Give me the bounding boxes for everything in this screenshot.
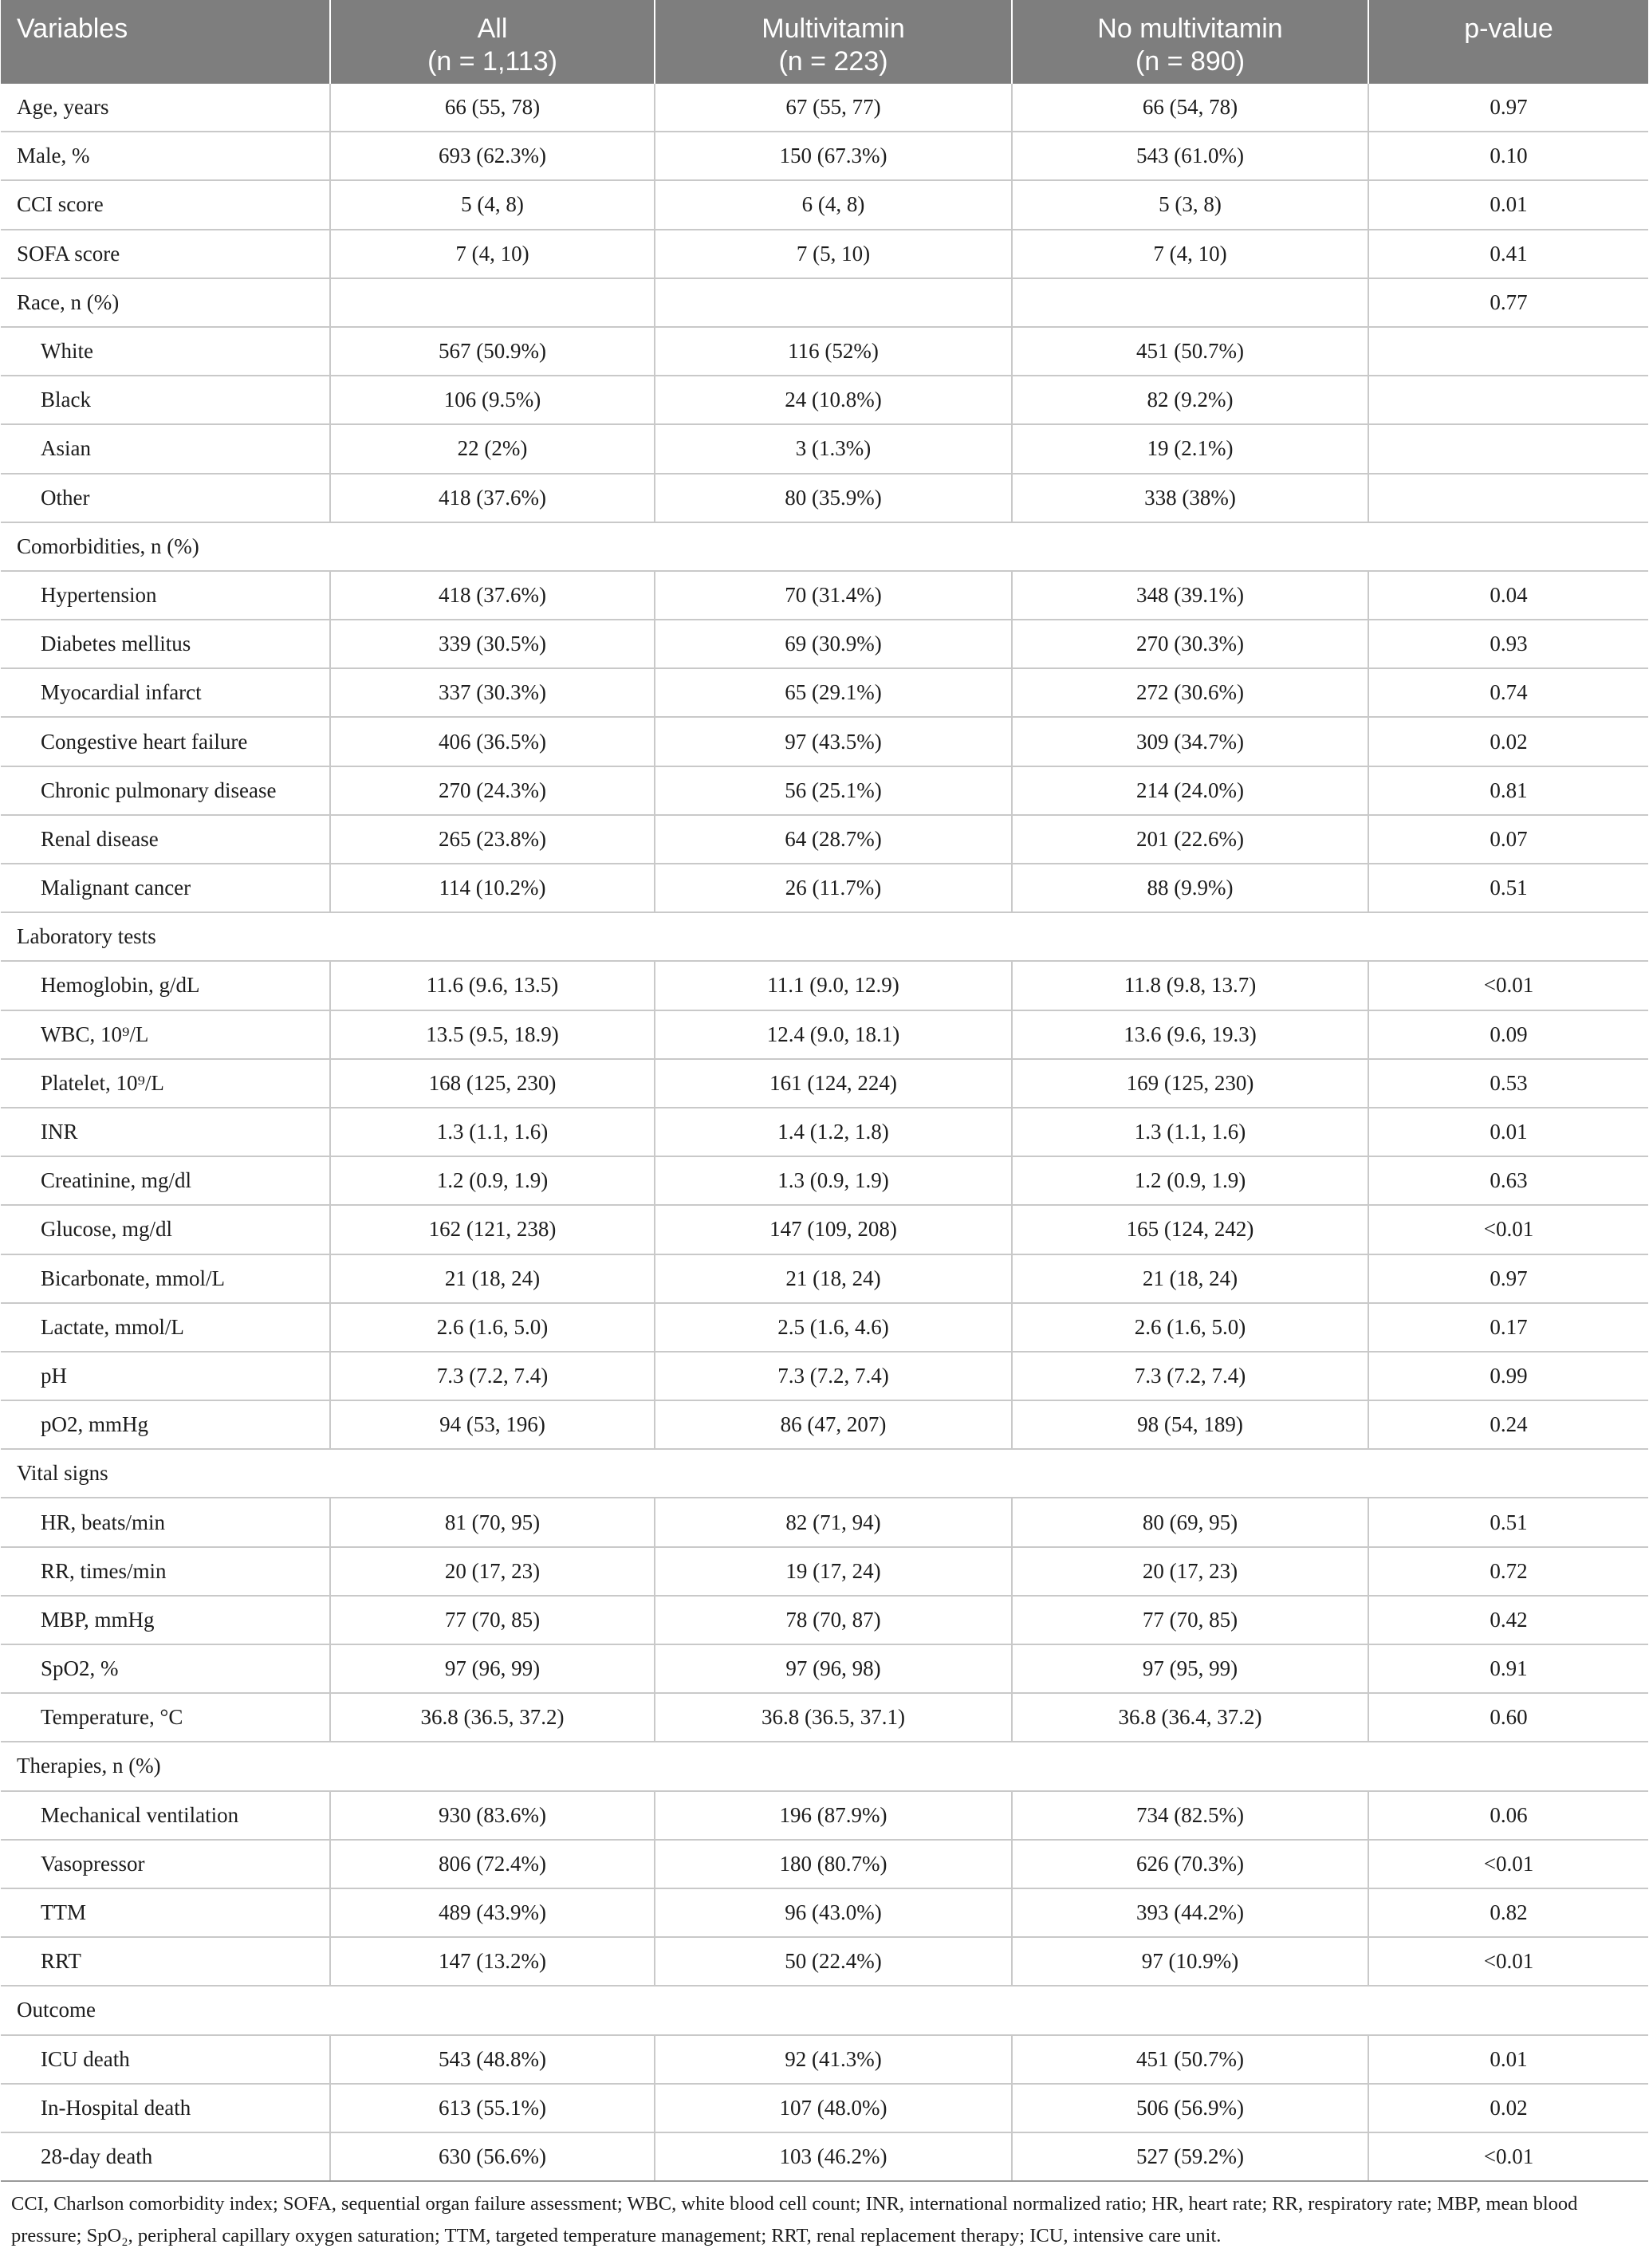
cell-all: 2.6 (1.6, 5.0) <box>330 1303 655 1352</box>
table-row <box>1 1840 1648 1888</box>
cell-p-value: 0.01 <box>1368 2035 1648 2084</box>
cell-p-value: 0.91 <box>1368 1644 1648 1693</box>
cell-multivitamin: 147 (109, 208) <box>655 1205 1012 1254</box>
row-label: TTM <box>1 1888 330 1937</box>
cell-p-value: 0.53 <box>1368 1059 1648 1108</box>
row-label: Age, years <box>1 84 330 132</box>
cell-all: 81 (70, 95) <box>330 1498 655 1546</box>
cell-all <box>330 278 655 327</box>
cell-all: 265 (23.8%) <box>330 815 655 864</box>
cell-p-value: 0.09 <box>1368 1010 1648 1059</box>
table-row <box>1 278 1648 327</box>
row-label: Temperature, °C <box>1 1693 330 1742</box>
header-no-multivitamin <box>1012 0 1368 84</box>
row-label: Hypertension <box>1 571 330 620</box>
table-row <box>1 1693 1648 1742</box>
table-row <box>1 620 1648 668</box>
cell-no-multivitamin: 506 (56.9%) <box>1012 2084 1368 2132</box>
table-row <box>1 1303 1648 1352</box>
cell-no-multivitamin: 169 (125, 230) <box>1012 1059 1368 1108</box>
cell-no-multivitamin: 36.8 (36.4, 37.2) <box>1012 1693 1368 1742</box>
cell-no-multivitamin: 20 (17, 23) <box>1012 1547 1368 1596</box>
cell-multivitamin: 103 (46.2%) <box>655 2132 1012 2181</box>
row-label: RRT <box>1 1937 330 1986</box>
cell-no-multivitamin: 165 (124, 242) <box>1012 1205 1368 1254</box>
cell-multivitamin: 196 (87.9%) <box>655 1791 1012 1840</box>
row-label: CCI score <box>1 180 330 229</box>
cell-no-multivitamin: 393 (44.2%) <box>1012 1888 1368 1937</box>
cell-multivitamin: 1.3 (0.9, 1.9) <box>655 1156 1012 1205</box>
table-row <box>1 2035 1648 2084</box>
cell-no-multivitamin: 214 (24.0%) <box>1012 766 1368 815</box>
cell-multivitamin: 97 (43.5%) <box>655 717 1012 766</box>
cell-multivitamin: 107 (48.0%) <box>655 2084 1012 2132</box>
cell-no-multivitamin: 626 (70.3%) <box>1012 1840 1368 1888</box>
cell-multivitamin: 69 (30.9%) <box>655 620 1012 668</box>
row-label: In-Hospital death <box>1 2084 330 2132</box>
section-label: Outcome <box>1 1986 1648 2034</box>
cell-multivitamin: 21 (18, 24) <box>655 1254 1012 1303</box>
row-label: pH <box>1 1352 330 1400</box>
row-label: Vasopressor <box>1 1840 330 1888</box>
cell-no-multivitamin: 451 (50.7%) <box>1012 327 1368 376</box>
row-label: Hemoglobin, g/dL <box>1 961 330 1010</box>
cell-p-value: 0.97 <box>1368 84 1648 132</box>
header-p-value: p-value <box>1368 0 1648 84</box>
cell-all: 693 (62.3%) <box>330 132 655 180</box>
section-label: Vital signs <box>1 1449 1648 1498</box>
cell-no-multivitamin: 201 (22.6%) <box>1012 815 1368 864</box>
cell-no-multivitamin: 98 (54, 189) <box>1012 1400 1368 1449</box>
row-label: Congestive heart failure <box>1 717 330 766</box>
cell-all: 162 (121, 238) <box>330 1205 655 1254</box>
cell-multivitamin: 3 (1.3%) <box>655 424 1012 473</box>
cell-p-value: 0.04 <box>1368 571 1648 620</box>
cell-no-multivitamin: 348 (39.1%) <box>1012 571 1368 620</box>
cell-multivitamin: 92 (41.3%) <box>655 2035 1012 2084</box>
cell-all: 168 (125, 230) <box>330 1059 655 1108</box>
cell-p-value: 0.10 <box>1368 132 1648 180</box>
cell-p-value <box>1368 424 1648 473</box>
table-row <box>1 1644 1648 1693</box>
cell-multivitamin: 11.1 (9.0, 12.9) <box>655 961 1012 1010</box>
row-label: ICU death <box>1 2035 330 2084</box>
cell-p-value: 0.72 <box>1368 1547 1648 1596</box>
cell-p-value: 0.51 <box>1368 1498 1648 1546</box>
cell-no-multivitamin: 97 (10.9%) <box>1012 1937 1368 1986</box>
cell-no-multivitamin: 1.2 (0.9, 1.9) <box>1012 1156 1368 1205</box>
row-label: pO2, mmHg <box>1 1400 330 1449</box>
cell-p-value: 0.97 <box>1368 1254 1648 1303</box>
row-label: INR <box>1 1108 330 1156</box>
cell-all: 66 (55, 78) <box>330 84 655 132</box>
section-row <box>1 522 1648 571</box>
table-row <box>1 1205 1648 1254</box>
table-row <box>1 327 1648 376</box>
cell-p-value: <0.01 <box>1368 1205 1648 1254</box>
cell-no-multivitamin: 21 (18, 24) <box>1012 1254 1368 1303</box>
header-row <box>1 0 1648 84</box>
section-row <box>1 912 1648 961</box>
section-row <box>1 1449 1648 1498</box>
cell-all: 7 (4, 10) <box>330 230 655 278</box>
table-row <box>1 376 1648 424</box>
cell-no-multivitamin: 88 (9.9%) <box>1012 864 1368 912</box>
cell-all: 114 (10.2%) <box>330 864 655 912</box>
table-row <box>1 474 1648 522</box>
baseline-characteristics-table <box>1 0 1648 2182</box>
cell-p-value: 0.41 <box>1368 230 1648 278</box>
cell-p-value: 0.74 <box>1368 668 1648 717</box>
cell-no-multivitamin: 2.6 (1.6, 5.0) <box>1012 1303 1368 1352</box>
cell-no-multivitamin: 77 (70, 85) <box>1012 1596 1368 1644</box>
cell-multivitamin: 86 (47, 207) <box>655 1400 1012 1449</box>
cell-p-value <box>1368 474 1648 522</box>
cell-p-value: 0.99 <box>1368 1352 1648 1400</box>
cell-all: 5 (4, 8) <box>330 180 655 229</box>
cell-all: 22 (2%) <box>330 424 655 473</box>
cell-multivitamin: 19 (17, 24) <box>655 1547 1012 1596</box>
cell-all: 337 (30.3%) <box>330 668 655 717</box>
cell-all: 1.3 (1.1, 1.6) <box>330 1108 655 1156</box>
cell-multivitamin: 161 (124, 224) <box>655 1059 1012 1108</box>
header-multivitamin <box>655 0 1012 84</box>
cell-p-value: 0.42 <box>1368 1596 1648 1644</box>
table-row <box>1 1400 1648 1449</box>
table-row <box>1 1498 1648 1546</box>
table-row <box>1 571 1648 620</box>
row-label: Bicarbonate, mmol/L <box>1 1254 330 1303</box>
section-label: Therapies, n (%) <box>1 1742 1648 1790</box>
cell-p-value: 0.06 <box>1368 1791 1648 1840</box>
cell-all: 630 (56.6%) <box>330 2132 655 2181</box>
cell-p-value: 0.77 <box>1368 278 1648 327</box>
cell-multivitamin: 96 (43.0%) <box>655 1888 1012 1937</box>
cell-no-multivitamin: 270 (30.3%) <box>1012 620 1368 668</box>
cell-no-multivitamin: 451 (50.7%) <box>1012 2035 1368 2084</box>
cell-all: 418 (37.6%) <box>330 571 655 620</box>
cell-no-multivitamin: 11.8 (9.8, 13.7) <box>1012 961 1368 1010</box>
cell-multivitamin: 26 (11.7%) <box>655 864 1012 912</box>
cell-no-multivitamin: 82 (9.2%) <box>1012 376 1368 424</box>
cell-no-multivitamin: 66 (54, 78) <box>1012 84 1368 132</box>
cell-p-value: 0.24 <box>1368 1400 1648 1449</box>
cell-no-multivitamin: 97 (95, 99) <box>1012 1644 1368 1693</box>
row-label: Mechanical ventilation <box>1 1791 330 1840</box>
cell-all: 36.8 (36.5, 37.2) <box>330 1693 655 1742</box>
cell-all: 21 (18, 24) <box>330 1254 655 1303</box>
table-row <box>1 1547 1648 1596</box>
table-row <box>1 961 1648 1010</box>
row-label: Myocardial infarct <box>1 668 330 717</box>
cell-no-multivitamin: 5 (3, 8) <box>1012 180 1368 229</box>
header-all-title: All <box>477 14 508 44</box>
row-label: RR, times/min <box>1 1547 330 1596</box>
table-row <box>1 668 1648 717</box>
table-row <box>1 1888 1648 1937</box>
cell-all: 97 (96, 99) <box>330 1644 655 1693</box>
table-row <box>1 132 1648 180</box>
section-row <box>1 1986 1648 2034</box>
cell-p-value: 0.02 <box>1368 717 1648 766</box>
cell-all: 806 (72.4%) <box>330 1840 655 1888</box>
section-label: Comorbidities, n (%) <box>1 522 1648 571</box>
table-row <box>1 180 1648 229</box>
cell-p-value: 0.81 <box>1368 766 1648 815</box>
cell-multivitamin: 50 (22.4%) <box>655 1937 1012 1986</box>
table-row <box>1 230 1648 278</box>
cell-no-multivitamin: 338 (38%) <box>1012 474 1368 522</box>
cell-p-value: <0.01 <box>1368 1937 1648 1986</box>
cell-all: 406 (36.5%) <box>330 717 655 766</box>
row-label: SpO2, % <box>1 1644 330 1693</box>
cell-multivitamin: 1.4 (1.2, 1.8) <box>655 1108 1012 1156</box>
cell-no-multivitamin: 7.3 (7.2, 7.4) <box>1012 1352 1368 1400</box>
row-label: Glucose, mg/dl <box>1 1205 330 1254</box>
cell-multivitamin: 80 (35.9%) <box>655 474 1012 522</box>
cell-multivitamin: 82 (71, 94) <box>655 1498 1012 1546</box>
cell-no-multivitamin: 80 (69, 95) <box>1012 1498 1368 1546</box>
table-row <box>1 1937 1648 1986</box>
cell-multivitamin: 2.5 (1.6, 4.6) <box>655 1303 1012 1352</box>
cell-p-value: 0.82 <box>1368 1888 1648 1937</box>
cell-p-value: 0.01 <box>1368 180 1648 229</box>
table-body <box>1 84 1648 2181</box>
cell-multivitamin: 6 (4, 8) <box>655 180 1012 229</box>
cell-p-value <box>1368 327 1648 376</box>
cell-all: 106 (9.5%) <box>330 376 655 424</box>
cell-p-value: 0.51 <box>1368 864 1648 912</box>
cell-all: 94 (53, 196) <box>330 1400 655 1449</box>
cell-no-multivitamin: 19 (2.1%) <box>1012 424 1368 473</box>
cell-all: 20 (17, 23) <box>330 1547 655 1596</box>
table-row <box>1 1156 1648 1205</box>
cell-p-value: 0.60 <box>1368 1693 1648 1742</box>
row-label: Platelet, 10⁹/L <box>1 1059 330 1108</box>
cell-no-multivitamin: 272 (30.6%) <box>1012 668 1368 717</box>
cell-no-multivitamin <box>1012 278 1368 327</box>
cell-no-multivitamin: 309 (34.7%) <box>1012 717 1368 766</box>
cell-all: 339 (30.5%) <box>330 620 655 668</box>
table-footnote: CCI, Charlson comorbidity index; SOFA, sequential organ failure assessment; WBC, white blood cell count; INR, international normalized ratio; HR, heart rate; RR, respiratory rate; MBP, mean blood pressure; SpO₂, peripheral capillary oxygen saturation; TTM, targeted temperature management; RRT, renal replacement therapy; ICU, intensive care unit. <box>11 2193 1578 2247</box>
cell-multivitamin: 116 (52%) <box>655 327 1012 376</box>
cell-multivitamin <box>655 278 1012 327</box>
cell-all: 543 (48.8%) <box>330 2035 655 2084</box>
cell-multivitamin: 97 (96, 98) <box>655 1644 1012 1693</box>
cell-multivitamin: 7.3 (7.2, 7.4) <box>655 1352 1012 1400</box>
cell-multivitamin: 78 (70, 87) <box>655 1596 1012 1644</box>
cell-all: 147 (13.2%) <box>330 1937 655 1986</box>
header-all-n: (n = 1,113) <box>427 46 557 77</box>
table-row <box>1 2132 1648 2181</box>
row-label: Creatinine, mg/dl <box>1 1156 330 1205</box>
cell-all: 489 (43.9%) <box>330 1888 655 1937</box>
row-label: 28-day death <box>1 2132 330 2181</box>
row-label: MBP, mmHg <box>1 1596 330 1644</box>
cell-p-value: 0.17 <box>1368 1303 1648 1352</box>
cell-all: 613 (55.1%) <box>330 2084 655 2132</box>
cell-all: 270 (24.3%) <box>330 766 655 815</box>
cell-no-multivitamin: 1.3 (1.1, 1.6) <box>1012 1108 1368 1156</box>
table-row <box>1 1254 1648 1303</box>
cell-multivitamin: 7 (5, 10) <box>655 230 1012 278</box>
cell-p-value: 0.93 <box>1368 620 1648 668</box>
table-row <box>1 1352 1648 1400</box>
row-label: Renal disease <box>1 815 330 864</box>
cell-p-value: <0.01 <box>1368 2132 1648 2181</box>
cell-all: 13.5 (9.5, 18.9) <box>330 1010 655 1059</box>
cell-p-value: 0.07 <box>1368 815 1648 864</box>
table-row <box>1 1791 1648 1840</box>
row-label: Diabetes mellitus <box>1 620 330 668</box>
cell-multivitamin: 70 (31.4%) <box>655 571 1012 620</box>
cell-no-multivitamin: 527 (59.2%) <box>1012 2132 1368 2181</box>
cell-no-multivitamin: 543 (61.0%) <box>1012 132 1368 180</box>
cell-multivitamin: 56 (25.1%) <box>655 766 1012 815</box>
row-label: Malignant cancer <box>1 864 330 912</box>
row-label: SOFA score <box>1 230 330 278</box>
header-all <box>330 0 655 84</box>
table-header <box>1 0 1648 84</box>
row-label: Lactate, mmol/L <box>1 1303 330 1352</box>
row-label: Male, % <box>1 132 330 180</box>
table-row <box>1 424 1648 473</box>
row-label: HR, beats/min <box>1 1498 330 1546</box>
header-no-multivitamin-title: No multivitamin <box>1097 14 1283 44</box>
row-label: Race, n (%) <box>1 278 330 327</box>
row-label: White <box>1 327 330 376</box>
cell-no-multivitamin: 7 (4, 10) <box>1012 230 1368 278</box>
header-variables: Variables <box>1 0 330 84</box>
cell-no-multivitamin: 13.6 (9.6, 19.3) <box>1012 1010 1368 1059</box>
cell-multivitamin: 36.8 (36.5, 37.1) <box>655 1693 1012 1742</box>
cell-p-value: 0.02 <box>1368 2084 1648 2132</box>
header-no-multivitamin-n: (n = 890) <box>1135 46 1246 77</box>
table-row <box>1 864 1648 912</box>
header-multivitamin-n: (n = 223) <box>778 46 888 77</box>
cell-all: 930 (83.6%) <box>330 1791 655 1840</box>
section-row <box>1 1742 1648 1790</box>
table-row <box>1 717 1648 766</box>
cell-all: 1.2 (0.9, 1.9) <box>330 1156 655 1205</box>
cell-multivitamin: 24 (10.8%) <box>655 376 1012 424</box>
row-label: Chronic pulmonary disease <box>1 766 330 815</box>
table-row <box>1 84 1648 132</box>
cell-p-value: <0.01 <box>1368 961 1648 1010</box>
row-label: Asian <box>1 424 330 473</box>
cell-multivitamin: 12.4 (9.0, 18.1) <box>655 1010 1012 1059</box>
cell-p-value: <0.01 <box>1368 1840 1648 1888</box>
table-row <box>1 1059 1648 1108</box>
table-row <box>1 1010 1648 1059</box>
cell-multivitamin: 65 (29.1%) <box>655 668 1012 717</box>
table-row <box>1 766 1648 815</box>
table-row <box>1 1596 1648 1644</box>
row-label: Other <box>1 474 330 522</box>
cell-p-value: 0.01 <box>1368 1108 1648 1156</box>
cell-p-value: 0.63 <box>1368 1156 1648 1205</box>
cell-all: 77 (70, 85) <box>330 1596 655 1644</box>
cell-all: 418 (37.6%) <box>330 474 655 522</box>
table-row <box>1 1108 1648 1156</box>
row-label: WBC, 10⁹/L <box>1 1010 330 1059</box>
cell-p-value <box>1368 376 1648 424</box>
header-multivitamin-title: Multivitamin <box>762 14 905 44</box>
cell-no-multivitamin: 734 (82.5%) <box>1012 1791 1368 1840</box>
cell-multivitamin: 150 (67.3%) <box>655 132 1012 180</box>
cell-multivitamin: 64 (28.7%) <box>655 815 1012 864</box>
cell-multivitamin: 67 (55, 77) <box>655 84 1012 132</box>
table-row <box>1 2084 1648 2132</box>
cell-multivitamin: 180 (80.7%) <box>655 1840 1012 1888</box>
cell-all: 567 (50.9%) <box>330 327 655 376</box>
table-row <box>1 815 1648 864</box>
cell-all: 7.3 (7.2, 7.4) <box>330 1352 655 1400</box>
section-label: Laboratory tests <box>1 912 1648 961</box>
cell-all: 11.6 (9.6, 13.5) <box>330 961 655 1010</box>
row-label: Black <box>1 376 330 424</box>
